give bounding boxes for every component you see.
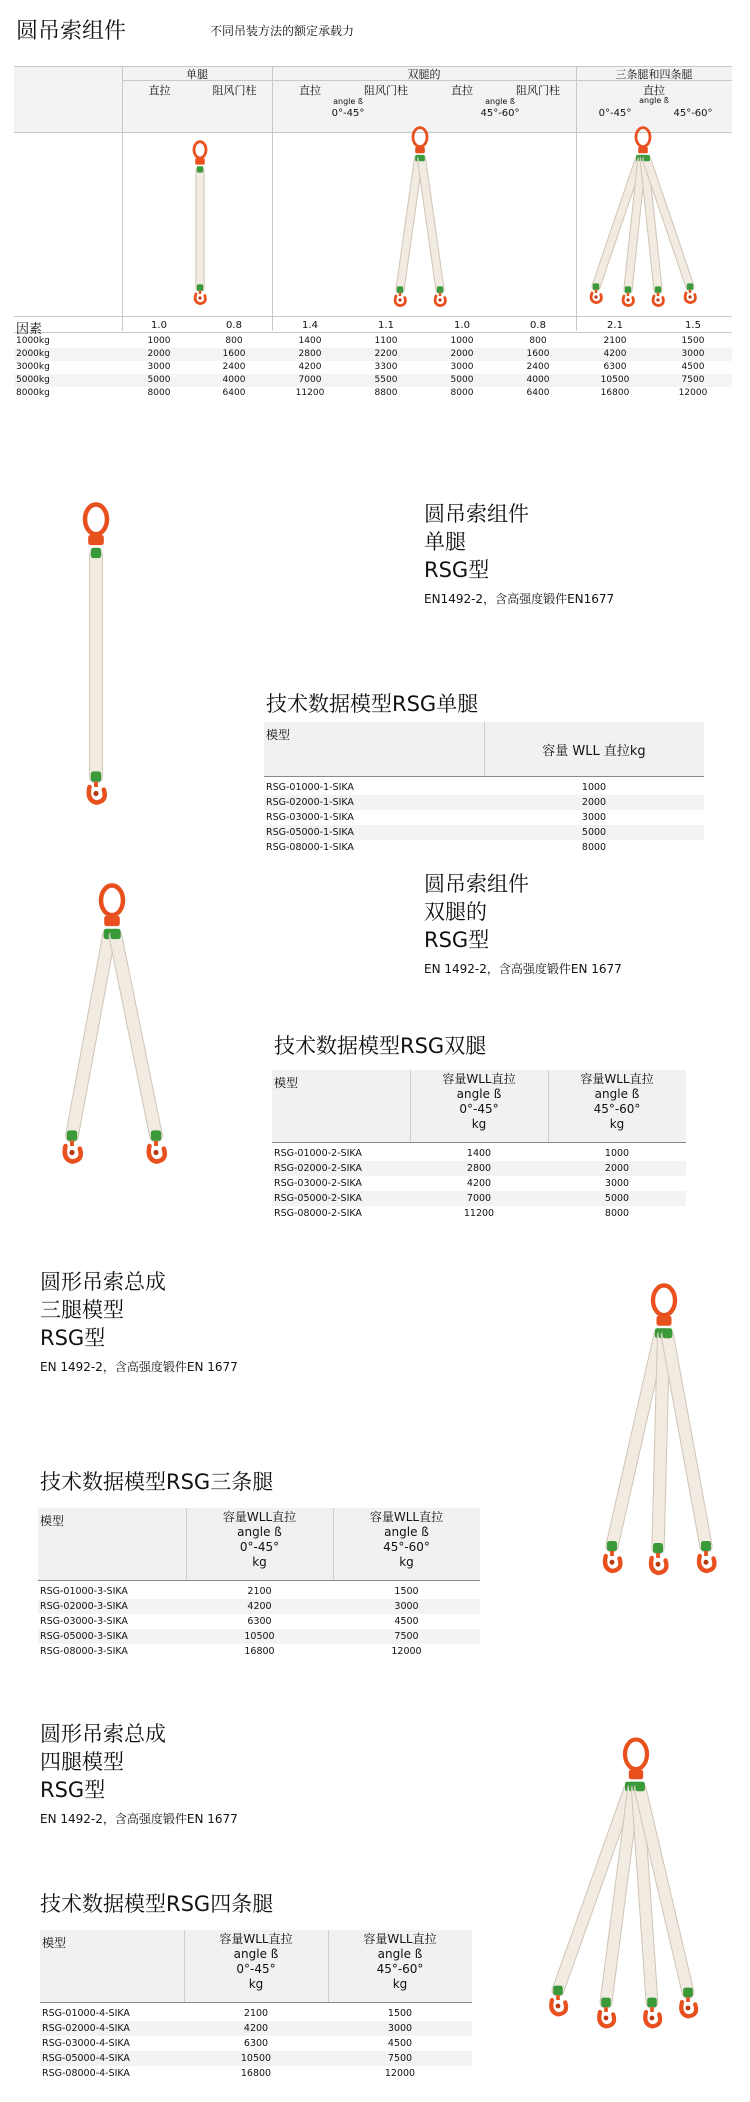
capacity-b-cell: 3000 <box>394 1601 419 1612</box>
capacity-a-cell: 10500 <box>244 1631 275 1642</box>
factor-value: 1.4 <box>302 320 318 331</box>
model-cell: RSG-05000-4-SIKA <box>42 2053 130 2064</box>
factor-value: 1.5 <box>685 320 701 331</box>
model-cell: RSG-03000-3-SIKA <box>40 1616 128 1627</box>
triple-leg-title-line-2: 三腿模型 <box>40 1298 124 1322</box>
angle-label-a: angle ß <box>333 97 363 106</box>
capacity-a-cell: 4200 <box>247 1601 272 1612</box>
table-row <box>40 2021 472 2036</box>
load-cell: 1000 <box>450 336 474 346</box>
three-leg-sling-image <box>598 1286 728 1576</box>
model-cell: RSG-05000-3-SIKA <box>40 1631 128 1642</box>
capacity-b-cell: 1000 <box>604 1148 630 1159</box>
triple-leg-standard: EN 1492-2，含高强度锻件EN 1677 <box>40 1360 238 1374</box>
quad-leg-title-line-2: 四腿模型 <box>40 1750 124 1774</box>
col-capacity-a-header-line: 容量WLL直拉 <box>219 1932 293 1946</box>
load-cell: 11200 <box>295 388 325 398</box>
capacity-cell: 1000 <box>581 782 607 793</box>
table-row <box>40 2051 472 2066</box>
load-cell: 7500 <box>681 375 705 385</box>
page-subtitle: 不同吊装方法的额定承载力 <box>210 24 355 38</box>
model-cell: RSG-03000-4-SIKA <box>42 2038 130 2049</box>
capacity-a-cell: 2100 <box>247 1586 272 1597</box>
header-single-straight: 直拉 <box>148 84 171 97</box>
double-leg-heading <box>424 870 622 977</box>
capacity-b-cell: 7500 <box>387 2053 413 2064</box>
single-leg-title-line-2: 单腿 <box>424 530 466 554</box>
four-leg-sling-small-image <box>588 128 698 314</box>
load-cell: 10500 <box>600 375 630 385</box>
load-cell: 2800 <box>298 349 322 359</box>
col-model-header: 模型 <box>266 728 291 742</box>
table-row <box>40 2066 472 2081</box>
capacity-b-cell: 4500 <box>394 1616 419 1627</box>
model-cell: RSG-03000-1-SIKA <box>266 812 354 823</box>
col-capacity-a-header-line: kg <box>248 1977 264 1991</box>
load-cell: 2100 <box>603 336 627 346</box>
col-capacity-b-header-line: 45°-60° <box>376 1962 424 1976</box>
load-row-label: 3000kg <box>16 362 50 372</box>
capacity-b-cell: 12000 <box>391 1646 422 1657</box>
header-multi-straight: 直拉 <box>643 84 665 97</box>
single-leg-title-line-3: RSG型 <box>424 558 490 582</box>
col-capacity-a-header-line: angle ß <box>233 1947 279 1961</box>
quad-leg-title-line-1: 圆形吊索总成 <box>40 1722 166 1746</box>
table-row <box>272 1191 686 1206</box>
single-leg-heading <box>424 500 614 607</box>
col-model-header: 模型 <box>40 1514 65 1528</box>
load-cell: 1000 <box>147 336 171 346</box>
triple-leg-title-line-3: RSG型 <box>40 1326 106 1350</box>
double-leg-data-table <box>272 1070 686 1220</box>
load-cell: 8000 <box>147 388 171 398</box>
range-label-a: 0°-45° <box>331 108 365 119</box>
load-cell: 3000 <box>450 362 474 372</box>
double-leg-standard: EN 1492-2，含高强度锻件EN 1677 <box>424 962 622 976</box>
load-cell: 6300 <box>603 362 627 372</box>
table-row <box>38 1644 480 1659</box>
model-cell: RSG-02000-3-SIKA <box>40 1601 128 1612</box>
range-label-c1: 0°-45° <box>598 108 632 119</box>
capacity-b-cell: 5000 <box>604 1193 630 1204</box>
triple-leg-table-title: 技术数据模型RSG三条腿 <box>40 1470 274 1494</box>
single-leg-sling-small-image <box>186 134 226 314</box>
col-model-header: 模型 <box>274 1076 299 1090</box>
factor-value: 0.8 <box>226 320 242 331</box>
quad-leg-table-title: 技术数据模型RSG四条腿 <box>40 1892 274 1916</box>
capacity-a-cell: 1400 <box>466 1148 492 1159</box>
single-leg-data-table <box>264 722 704 862</box>
capacity-b-cell: 7500 <box>394 1631 419 1642</box>
capacity-a-cell: 4200 <box>243 2023 269 2034</box>
col-capacity-b-header-line: 容量WLL直拉 <box>580 1072 654 1086</box>
col-capacity-a-header-line: 0°-45° <box>459 1102 499 1116</box>
col-capacity-b-header-line: 容量WLL直拉 <box>369 1510 444 1524</box>
load-cell: 2000 <box>450 349 474 359</box>
col-capacity-header: 容量 WLL 直拉kg <box>542 744 646 759</box>
col-capacity-a-header-line: kg <box>252 1555 267 1569</box>
quad-leg-heading <box>40 1720 238 1827</box>
capacity-b-cell: 1500 <box>387 2008 413 2019</box>
col-capacity-a-header-line: 0°-45° <box>239 1540 280 1554</box>
quad-leg-data-table <box>40 1930 472 2080</box>
col-capacity-a-header-line: 0°-45° <box>236 1962 276 1976</box>
load-cell: 2400 <box>222 362 246 372</box>
col-capacity-a-header-line: angle ß <box>237 1525 282 1539</box>
col-capacity-b-header-line: angle ß <box>377 1947 423 1961</box>
capacity-b-cell: 8000 <box>604 1208 630 1219</box>
load-cell: 800 <box>225 336 243 346</box>
col-capacity-a-header-line: 容量WLL直拉 <box>442 1072 516 1086</box>
load-cell: 2000 <box>147 349 171 359</box>
triple-leg-data-table <box>38 1508 480 1658</box>
header-double-straight-a: 直拉 <box>299 84 321 97</box>
load-cell: 4200 <box>603 349 627 359</box>
load-cell: 2400 <box>526 362 550 372</box>
range-label-b: 45°-60° <box>480 108 520 119</box>
col-capacity-b-header-line: angle ß <box>384 1525 429 1539</box>
table-row <box>264 795 704 810</box>
quad-leg-standard: EN 1492-2，含高强度锻件EN 1677 <box>40 1812 238 1826</box>
table-row <box>264 840 704 855</box>
table-row <box>40 2006 472 2021</box>
header-double-choke-a: 阻风门柱 <box>364 84 408 97</box>
table-row <box>272 1161 686 1176</box>
load-cell: 4000 <box>526 375 550 385</box>
load-cell: 12000 <box>678 388 708 398</box>
load-cell: 3300 <box>374 362 398 372</box>
capacity-b-cell: 4500 <box>387 2038 413 2049</box>
load-row-label: 2000kg <box>16 349 50 359</box>
load-cell: 1600 <box>526 349 550 359</box>
model-cell: RSG-01000-4-SIKA <box>42 2008 130 2019</box>
load-cell: 800 <box>529 336 547 346</box>
capacity-a-cell: 11200 <box>463 1208 495 1219</box>
load-cell: 4200 <box>298 362 322 372</box>
load-cell: 7000 <box>298 375 322 385</box>
table-row <box>38 1614 480 1629</box>
page-title: 圆吊索组件 <box>16 19 127 44</box>
group-double-leg: 双腿的 <box>407 68 441 81</box>
model-cell: RSG-08000-3-SIKA <box>40 1646 128 1657</box>
double-leg-sling-image <box>56 886 186 1166</box>
load-cell: 6400 <box>526 388 550 398</box>
col-capacity-a-header-line: 容量WLL直拉 <box>222 1510 297 1524</box>
capacity-a-cell: 10500 <box>240 2053 272 2064</box>
four-leg-sling-image <box>548 1740 698 2030</box>
model-cell: RSG-05000-1-SIKA <box>266 827 354 838</box>
load-cell: 1100 <box>374 336 398 346</box>
header-single-choke: 阻风门柱 <box>212 84 257 97</box>
capacity-a-cell: 6300 <box>243 2038 269 2049</box>
factor-label: 因素 <box>16 322 43 337</box>
table-row <box>38 1584 480 1599</box>
load-row-label: 5000kg <box>16 375 50 385</box>
capacity-cell: 8000 <box>581 842 607 853</box>
model-cell: RSG-03000-2-SIKA <box>274 1178 362 1189</box>
capacity-cell: 5000 <box>581 827 607 838</box>
model-cell: RSG-08000-2-SIKA <box>274 1208 362 1219</box>
capacity-b-cell: 3000 <box>604 1178 630 1189</box>
factor-value: 2.1 <box>607 320 623 331</box>
capacity-b-cell: 12000 <box>384 2068 416 2079</box>
load-cell: 3000 <box>681 349 705 359</box>
angle-label-b: angle ß <box>485 97 515 106</box>
capacity-a-cell: 2100 <box>243 2008 269 2019</box>
capacity-a-cell: 4200 <box>466 1178 492 1189</box>
range-label-c2: 45°-60° <box>673 108 713 119</box>
load-cell: 1600 <box>222 349 246 359</box>
model-cell: RSG-02000-4-SIKA <box>42 2023 130 2034</box>
model-cell: RSG-02000-2-SIKA <box>274 1163 362 1174</box>
group-multi-leg: 三条腿和四条腿 <box>615 68 693 81</box>
capacity-a-cell: 6300 <box>247 1616 272 1627</box>
model-cell: RSG-01000-1-SIKA <box>266 782 354 793</box>
col-capacity-a-header-line: kg <box>471 1117 487 1131</box>
factor-value: 0.8 <box>530 320 546 331</box>
factor-value: 1.0 <box>454 320 470 331</box>
col-model-header: 模型 <box>42 1936 67 1950</box>
load-cell: 4500 <box>681 362 705 372</box>
table-row <box>272 1206 686 1221</box>
group-single-leg: 单腿 <box>186 68 208 81</box>
triple-leg-heading <box>40 1268 238 1375</box>
table-row <box>40 2036 472 2051</box>
single-leg-title-line-1: 圆吊索组件 <box>424 502 529 526</box>
load-cell: 5000 <box>450 375 474 385</box>
header-double-choke-b: 阻风门柱 <box>516 84 560 97</box>
capacity-a-cell: 2800 <box>466 1163 492 1174</box>
load-cell: 2200 <box>374 349 398 359</box>
capacity-cell: 2000 <box>581 797 607 808</box>
load-cell: 3000 <box>147 362 171 372</box>
load-cell: 16800 <box>600 388 630 398</box>
capacity-a-cell: 7000 <box>466 1193 492 1204</box>
model-cell: RSG-05000-2-SIKA <box>274 1193 362 1204</box>
single-leg-standard: EN1492-2，含高强度锻件EN1677 <box>424 592 615 606</box>
col-capacity-a-header-line: angle ß <box>456 1087 502 1101</box>
triple-leg-title-line-1: 圆形吊索总成 <box>40 1270 166 1294</box>
capacity-a-cell: 16800 <box>244 1646 275 1657</box>
quad-leg-title-line-3: RSG型 <box>40 1778 106 1802</box>
load-cell: 4000 <box>222 375 246 385</box>
col-capacity-b-header-line: 45°-60° <box>593 1102 641 1116</box>
capacity-b-cell: 3000 <box>387 2023 413 2034</box>
factor-value: 1.0 <box>151 320 167 331</box>
load-row-label: 8000kg <box>16 388 50 398</box>
double-leg-sling-small-image <box>380 128 480 314</box>
table-row <box>38 1599 480 1614</box>
load-row-label: 1000kg <box>16 336 50 346</box>
load-cell: 6400 <box>222 388 246 398</box>
model-cell: RSG-08000-1-SIKA <box>266 842 354 853</box>
table-row <box>272 1176 686 1191</box>
factor-value: 1.1 <box>378 320 394 331</box>
load-cell: 8800 <box>374 388 398 398</box>
table-row <box>264 780 704 795</box>
double-leg-table-title: 技术数据模型RSG双腿 <box>274 1034 487 1058</box>
load-cell: 5000 <box>147 375 171 385</box>
table-row <box>264 825 704 840</box>
col-capacity-b-header-line: kg <box>609 1117 625 1131</box>
col-capacity-b-header-line: 45°-60° <box>383 1540 430 1554</box>
single-leg-sling-image <box>70 505 130 805</box>
double-leg-title-line-1: 圆吊索组件 <box>424 872 529 896</box>
load-cell: 1400 <box>298 336 322 346</box>
table-row <box>272 1146 686 1161</box>
angle-label-c: angle ß <box>639 96 669 105</box>
model-cell: RSG-01000-3-SIKA <box>40 1586 128 1597</box>
model-cell: RSG-02000-1-SIKA <box>266 797 354 808</box>
capacity-cell: 3000 <box>581 812 607 823</box>
table-row <box>264 810 704 825</box>
double-leg-title-line-2: 双腿的 <box>424 900 487 924</box>
col-capacity-b-header-line: kg <box>399 1555 414 1569</box>
load-cell: 1500 <box>681 336 705 346</box>
capacity-b-cell: 1500 <box>394 1586 419 1597</box>
single-leg-table-title: 技术数据模型RSG单腿 <box>266 692 479 716</box>
col-capacity-b-header-line: 容量WLL直拉 <box>363 1932 437 1946</box>
load-cell: 8000 <box>450 388 474 398</box>
col-capacity-b-header-line: angle ß <box>594 1087 640 1101</box>
load-cell: 5500 <box>374 375 398 385</box>
col-capacity-b-header-line: kg <box>392 1977 408 1991</box>
model-cell: RSG-08000-4-SIKA <box>42 2068 130 2079</box>
capacity-b-cell: 2000 <box>604 1163 630 1174</box>
capacity-a-cell: 16800 <box>240 2068 272 2079</box>
double-leg-title-line-3: RSG型 <box>424 928 490 952</box>
header-double-straight-b: 直拉 <box>451 84 473 97</box>
model-cell: RSG-01000-2-SIKA <box>274 1148 362 1159</box>
table-row <box>38 1629 480 1644</box>
